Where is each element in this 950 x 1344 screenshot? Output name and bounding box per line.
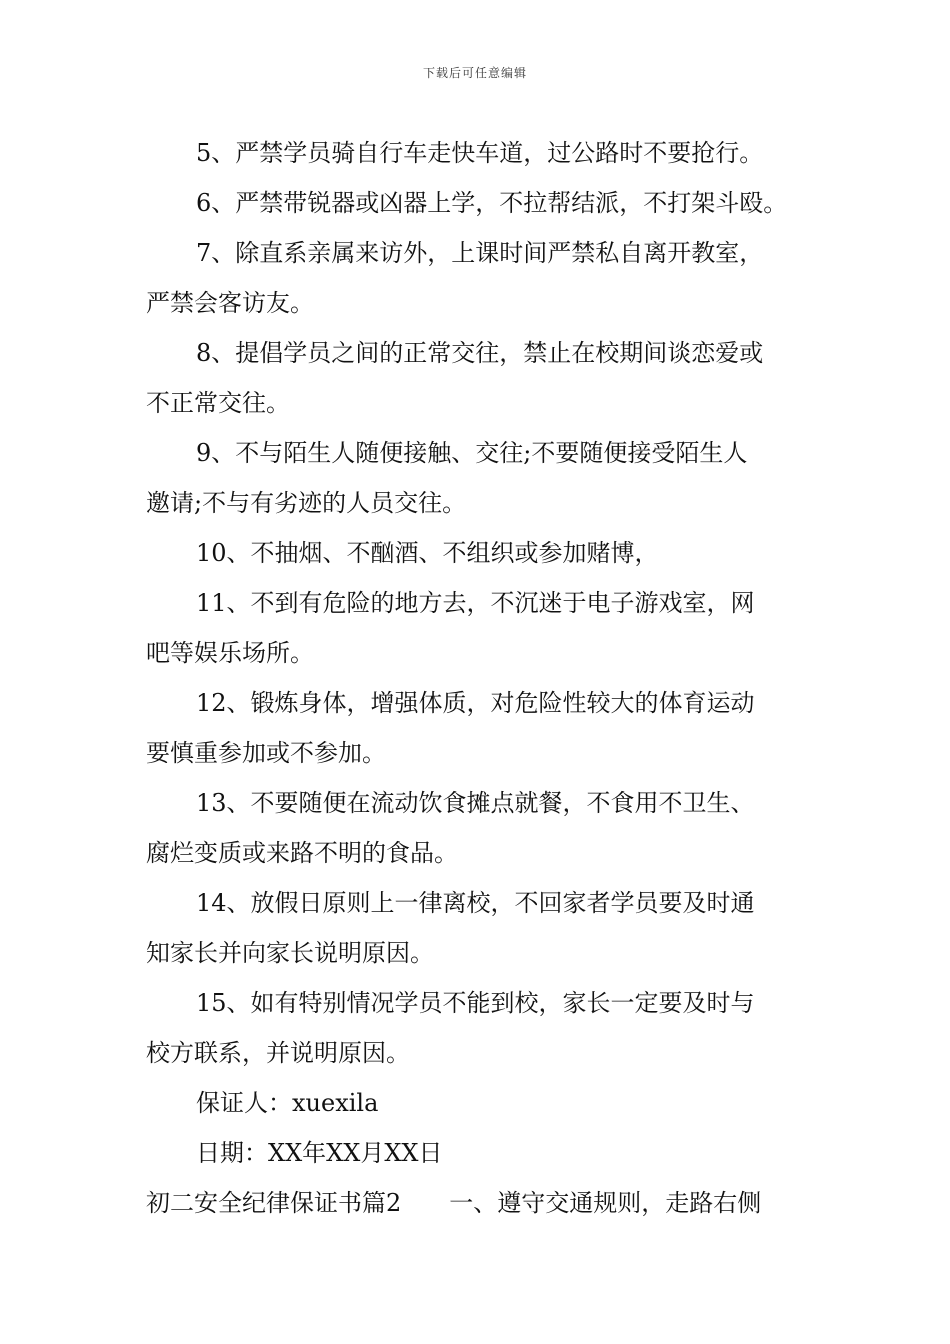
text-line: 10、不抽烟、不酗酒、不组织或参加赌博， (196, 539, 659, 567)
text-line: 5、严禁学员骑自行车走快车道，过公路时不要抢行。 (196, 139, 764, 167)
document-body (146, 128, 808, 1228)
text-line: 要慎重参加或不参加。 (146, 739, 386, 767)
date-line: 日期：XX年XX月XX日 (196, 1139, 443, 1167)
text-line: 15、如有特别情况学员不能到校，家长一定要及时与 (196, 989, 755, 1017)
text-line: 校方联系，并说明原因。 (146, 1039, 410, 1067)
text-line: 严禁会客访友。 (146, 289, 314, 317)
text-line: 12、锻炼身体，增强体质，对危险性较大的体育运动 (196, 689, 755, 717)
text-line: 知家长并向家长说明原因。 (146, 939, 434, 967)
text-line: 11、不到有危险的地方去，不沉迷于电子游戏室，网 (196, 589, 755, 617)
text-line: 腐烂变质或来路不明的食品。 (146, 839, 458, 867)
guarantor-line: 保证人：xuexila (196, 1089, 379, 1117)
text-line: 7、除直系亲属来访外，上课时间严禁私自离开教室， (196, 239, 764, 267)
text-line: 吧等娱乐场所。 (146, 639, 314, 667)
page-header: 下载后可任意编辑 (422, 66, 527, 80)
text-line: 邀请;不与有劣迹的人员交往。 (146, 489, 467, 517)
text-line: 13、不要随便在流动饮食摊点就餐，不食用不卫生、 (196, 789, 755, 817)
section-title-line: 初二安全纪律保证书篇2 一、遵守交通规则，走路右侧 (146, 1189, 762, 1217)
text-line: 9、不与陌生人随便接触、交往;不要随便接受陌生人 (196, 439, 748, 467)
text-line: 14、放假日原则上一律离校，不回家者学员要及时通 (196, 889, 755, 917)
text-line: 8、提倡学员之间的正常交往，禁止在校期间谈恋爱或 (196, 339, 764, 367)
text-line: 不正常交往。 (146, 389, 290, 417)
text-line: 6、严禁带锐器或凶器上学，不拉帮结派，不打架斗殴。 (196, 189, 788, 217)
